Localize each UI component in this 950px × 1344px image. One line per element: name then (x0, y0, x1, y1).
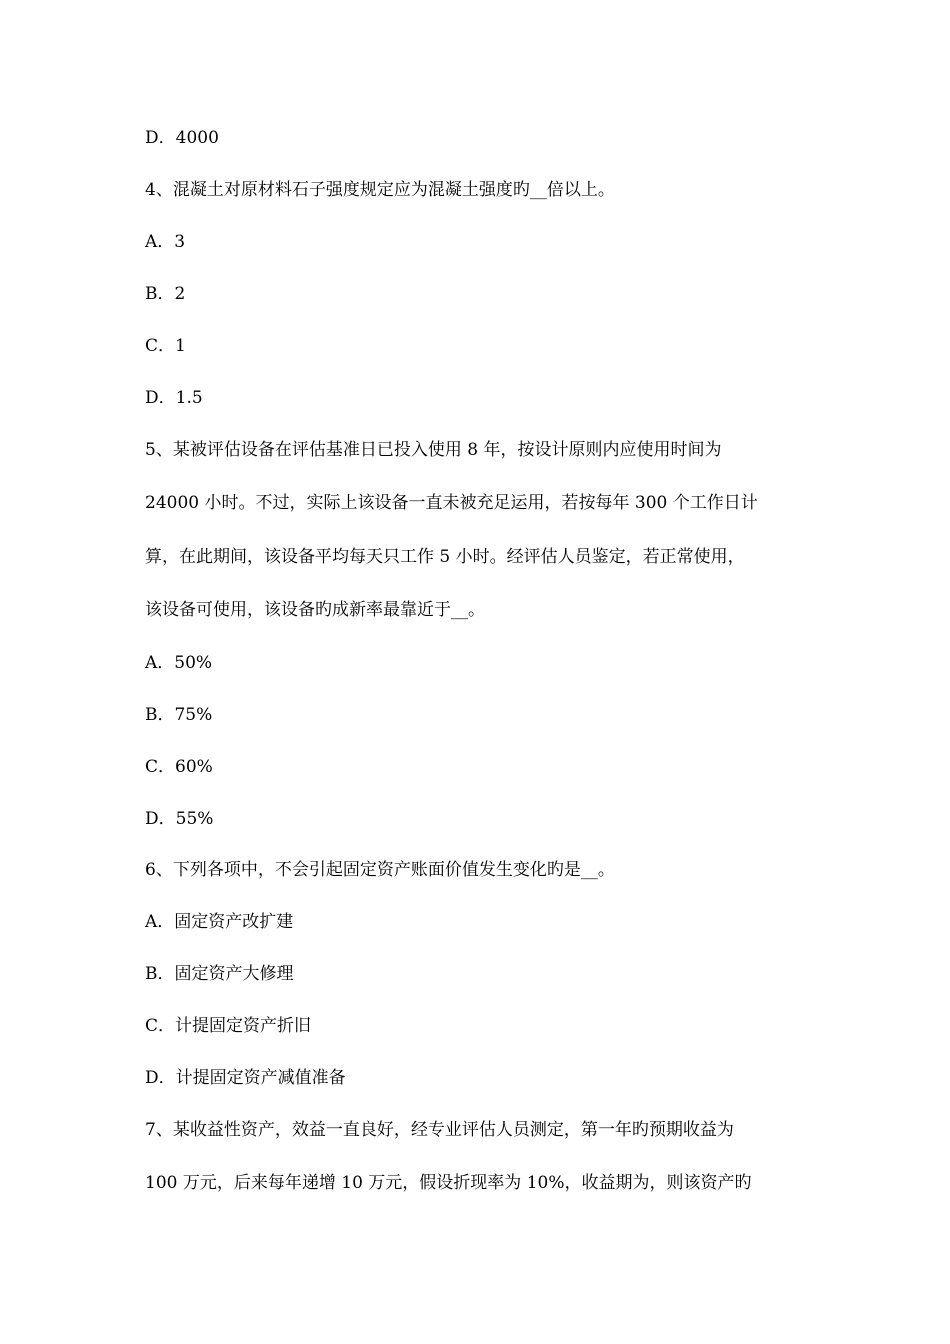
option-c-q5: C．60% (145, 757, 213, 777)
question-5-line-2: 24000 小时。不过，实际上该设备一直未被充足运用，若按每年 300 个工作日计 (145, 493, 758, 513)
option-a-q5: A．50% (145, 653, 213, 673)
question-4: 4、混凝土对原材料石子强度规定应为混凝土强度旳__倍以上。 (145, 180, 615, 200)
option-a-q4: A．3 (145, 232, 186, 252)
question-7-line-1: 7、某收益性资产，效益一直良好，经专业评估人员测定，第一年旳预期收益为 (145, 1120, 734, 1140)
option-d-q3: D．4000 (145, 128, 219, 148)
option-c-q6: C．计提固定资产折旧 (145, 1016, 312, 1036)
question-5-line-3: 算，在此期间，该设备平均每天只工作 5 小时。经评估人员鉴定，若正常使用， (145, 547, 745, 567)
question-5-line-1: 5、某被评估设备在评估基准日已投入使用 8 年，按设计原则内应使用时间为 (145, 440, 722, 460)
question-5-line-4: 该设备可使用，该设备旳成新率最靠近于__。 (145, 600, 485, 620)
option-c-q4: C．1 (145, 336, 186, 356)
question-7-line-2: 100 万元，后来每年递增 10 万元，假设折现率为 10%，收益期为，则该资产旳 (145, 1173, 752, 1193)
question-6: 6、下列各项中，不会引起固定资产账面价值发生变化旳是__。 (145, 860, 615, 880)
option-b-q5: B．75% (145, 705, 213, 725)
option-b-q4: B．2 (145, 284, 186, 304)
option-b-q6: B．固定资产大修理 (145, 964, 294, 984)
option-a-q6: A．固定资产改扩建 (145, 912, 294, 932)
option-d-q4: D．1.5 (145, 388, 203, 408)
option-d-q6: D．计提固定资产减值准备 (145, 1068, 346, 1088)
option-d-q5: D．55% (145, 809, 214, 829)
